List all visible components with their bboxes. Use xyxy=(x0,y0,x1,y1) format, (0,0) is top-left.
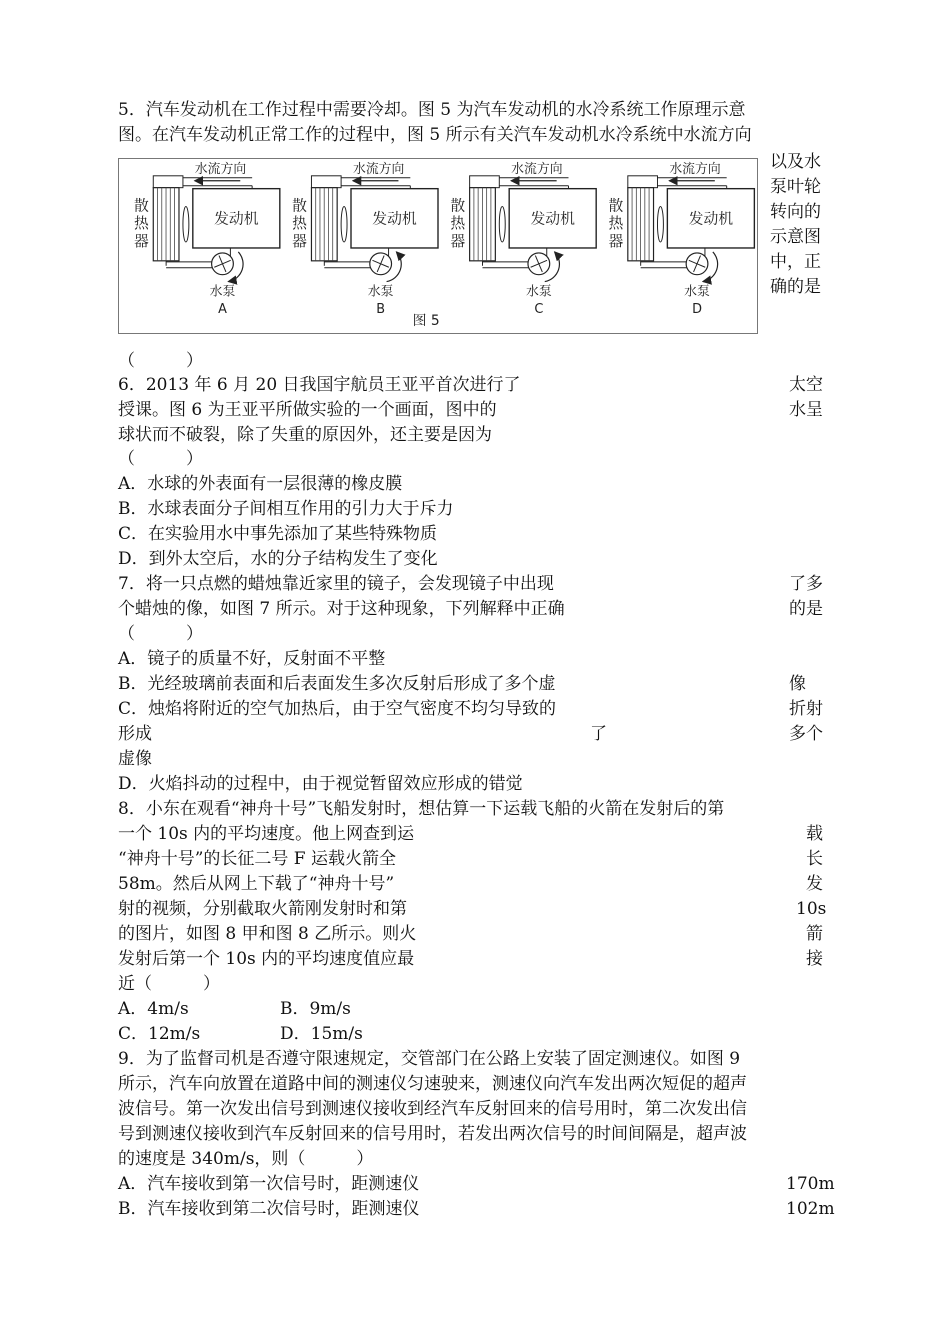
panel-d-flow-label: 水流方向 xyxy=(669,161,721,177)
q7-option-c: C．烛焰将附近的空气加热后，由于空气密度不均匀导致的 xyxy=(118,699,557,719)
q5-side-6: 确的是 xyxy=(770,277,821,297)
q8-line-4-tail: 发 xyxy=(806,874,823,894)
panel-a-pump-label: 水泵 xyxy=(209,284,236,300)
panel-c-radiator-label: 器 xyxy=(450,233,466,250)
q8-line-8: 近（ ） xyxy=(118,974,220,994)
q6-answer-bracket: （ ） xyxy=(118,449,203,469)
q7-option-b-tail: 像 xyxy=(789,674,806,694)
panel-c-fan xyxy=(499,206,505,242)
q8-line-7: 发射后第一个 10s 内的平均速度值应最 xyxy=(118,949,415,969)
panel-b-pump-label: 水泵 xyxy=(367,284,394,300)
q8-option-a: A．4m/s xyxy=(118,999,189,1019)
q8-option-c: C．12m/s xyxy=(118,1024,201,1044)
panel-b-fan xyxy=(341,206,347,242)
q5-side-2: 泵叶轮 xyxy=(770,177,821,197)
panel-d-pump-label: 水泵 xyxy=(684,284,710,300)
q6-option-a: A．水球的外表面有一层很薄的橡皮膜 xyxy=(118,474,403,494)
q8-line-6-tail: 箭 xyxy=(806,924,823,944)
panel-b-top-pipe-joint xyxy=(311,176,341,188)
q5-side-3: 转向的 xyxy=(770,202,821,222)
q8-option-b: B．9m/s xyxy=(280,999,351,1019)
q9-line-5: 的速度是 340m/s，则（ ） xyxy=(118,1149,374,1169)
panel-a-radiator-label: 热 xyxy=(134,215,149,233)
panel-b-radiator-label: 器 xyxy=(292,233,307,250)
panel-c-flow-label: 水流方向 xyxy=(511,161,563,177)
figure-5-caption: 图 5 xyxy=(412,313,440,330)
q5-side-4: 示意图 xyxy=(770,227,821,247)
q7-answer-bracket: （ ） xyxy=(118,624,203,644)
q7-option-c-tail: 折射 xyxy=(789,699,823,719)
q7-option-b: B．光经玻璃前表面和后表面发生多次反射后形成了多个虚 xyxy=(118,674,556,694)
panel-a-option-label: A xyxy=(218,302,227,318)
q8-line-5-tail: 10s xyxy=(796,899,827,919)
q7-option-d: D．火焰抖动的过程中，由于视觉暂留效应形成的错觉 xyxy=(118,774,523,794)
panel-b-option-label: B xyxy=(376,302,386,318)
q6-line-1-tail: 太空 xyxy=(789,375,823,395)
q8-line-3: “神舟十号”的长征二号 F 运载火箭全 xyxy=(118,849,396,869)
q7-option-c-line-2: 形成 xyxy=(118,724,152,744)
q8-line-4: 58m。然后从网上下载了“神舟十号” xyxy=(118,874,395,894)
panel-c-option-label: C xyxy=(534,302,544,318)
q7-option-c-line-3: 虚像 xyxy=(118,749,152,769)
q9-line-1: 9．为了监督司机是否遵守限速规定，交管部门在公路上安装了固定测速仪。如图 9 xyxy=(118,1049,741,1069)
q7-line-2: 个蜡烛的像，如图 7 所示。对于这种现象，下列解释中正确 xyxy=(118,599,565,619)
panel-b-flow-label: 水流方向 xyxy=(352,161,405,177)
panel-d-radiator-label: 散 xyxy=(608,197,624,215)
q6-line-2: 授课。图 6 为王亚平所做实验的一个画面，图中的 xyxy=(118,400,497,420)
q9-line-3: 波信号。第一次发出信号到测速仪接收到经汽车反射回来的信号用时，第二次发出信 xyxy=(118,1099,747,1119)
q5-answer-bracket: （ ） xyxy=(118,351,203,371)
panel-c-pump-label: 水泵 xyxy=(525,284,552,300)
q8-line-3-tail: 长 xyxy=(806,849,823,869)
q9-option-b: B．汽车接收到第二次信号时，距测速仪 xyxy=(118,1199,420,1219)
q9-option-a: A．汽车接收到第一次信号时，距测速仪 xyxy=(118,1174,420,1194)
panel-b-engine-label: 发动机 xyxy=(372,210,417,228)
q7-option-c-line-2-mid: 了 xyxy=(590,724,607,744)
q7-line-1-tail: 了多 xyxy=(789,574,823,594)
figure-5-cooling-diagram xyxy=(118,158,758,334)
q8-line-7-tail: 接 xyxy=(806,949,823,969)
q6-line-2-tail: 水呈 xyxy=(789,400,823,420)
q9-option-b-tail: 102m xyxy=(786,1199,835,1219)
panel-c-radiator-label: 散 xyxy=(450,197,466,215)
panel-d-top-pipe-joint xyxy=(628,176,658,188)
panel-c-radiator-label: 热 xyxy=(450,215,466,233)
figure-5-svg xyxy=(119,159,757,333)
panel-b-radiator-label: 热 xyxy=(292,215,307,233)
panel-a-radiator-label: 器 xyxy=(134,233,149,250)
panel-a-top-pipe-joint xyxy=(153,176,183,188)
panel-a-flow-label: 水流方向 xyxy=(194,161,247,177)
q8-line-1: 8．小东在观看“神舟十号”飞船发射时，想估算一下运载飞船的火箭在发射后的第 xyxy=(118,799,725,819)
q7-option-c-line-2-tail: 多个 xyxy=(789,724,823,744)
q5-side-5: 中，正 xyxy=(770,252,821,272)
q8-line-2-tail: 载 xyxy=(806,824,823,844)
q8-line-2: 一个 10s 内的平均速度。他上网查到运 xyxy=(118,824,415,844)
q5-line-1: 5．汽车发动机在工作过程中需要冷却。图 5 为汽车发动机的水冷系统工作原理示意 xyxy=(118,100,746,120)
q8-line-6: 的图片，如图 8 甲和图 8 乙所示。则火 xyxy=(118,924,417,944)
panel-d-fan xyxy=(657,206,663,242)
panel-d-radiator-label: 热 xyxy=(608,215,624,233)
q8-line-5: 射的视频，分别截取火箭刚发射时和第 xyxy=(118,899,407,919)
q9-line-4: 号到测速仪接收到汽车反射回来的信号用时，若发出两次信号的时间间隔是，超声波 xyxy=(118,1124,747,1144)
q6-line-1: 6．2013 年 6 月 20 日我国宇航员王亚平首次进行了 xyxy=(118,375,521,395)
q6-option-b: B．水球表面分子间相互作用的引力大于斥力 xyxy=(118,499,454,519)
q9-option-a-tail: 170m xyxy=(786,1174,835,1194)
panel-d-engine-label: 发动机 xyxy=(688,210,734,228)
q9-line-2: 所示，汽车向放置在道路中间的测速仪匀速驶来，测速仪向汽车发出两次短促的超声 xyxy=(118,1074,747,1094)
q7-line-2-tail: 的是 xyxy=(789,599,823,619)
panel-a-engine-label: 发动机 xyxy=(214,210,259,228)
panel-a-radiator-label: 散 xyxy=(134,197,149,215)
panel-c-engine-label: 发动机 xyxy=(530,210,575,228)
q6-line-3: 球状而不破裂，除了失重的原因外，还主要是因为 xyxy=(118,425,492,445)
q8-option-d: D．15m/s xyxy=(280,1024,363,1044)
panel-d-option-label: D xyxy=(692,302,702,318)
q5-line-2: 图。在汽车发动机正常工作的过程中，图 5 所示有关汽车发动机水冷系统中水流方向 xyxy=(118,125,752,145)
panel-b-radiator-label: 散 xyxy=(292,197,307,215)
q7-option-a: A．镜子的质量不好，反射面不平整 xyxy=(118,649,386,669)
q6-option-d: D．到外太空后，水的分子结构发生了变化 xyxy=(118,549,438,569)
q6-option-c: C．在实验用水中事先添加了某些特殊物质 xyxy=(118,524,438,544)
q7-line-1: 7．将一只点燃的蜡烛靠近家里的镜子，会发现镜子中出现 xyxy=(118,574,554,594)
panel-d-radiator-label: 器 xyxy=(608,233,624,250)
q5-side-1: 以及水 xyxy=(770,152,821,172)
panel-a-fan xyxy=(183,206,189,242)
panel-c-top-pipe-joint xyxy=(470,176,500,188)
